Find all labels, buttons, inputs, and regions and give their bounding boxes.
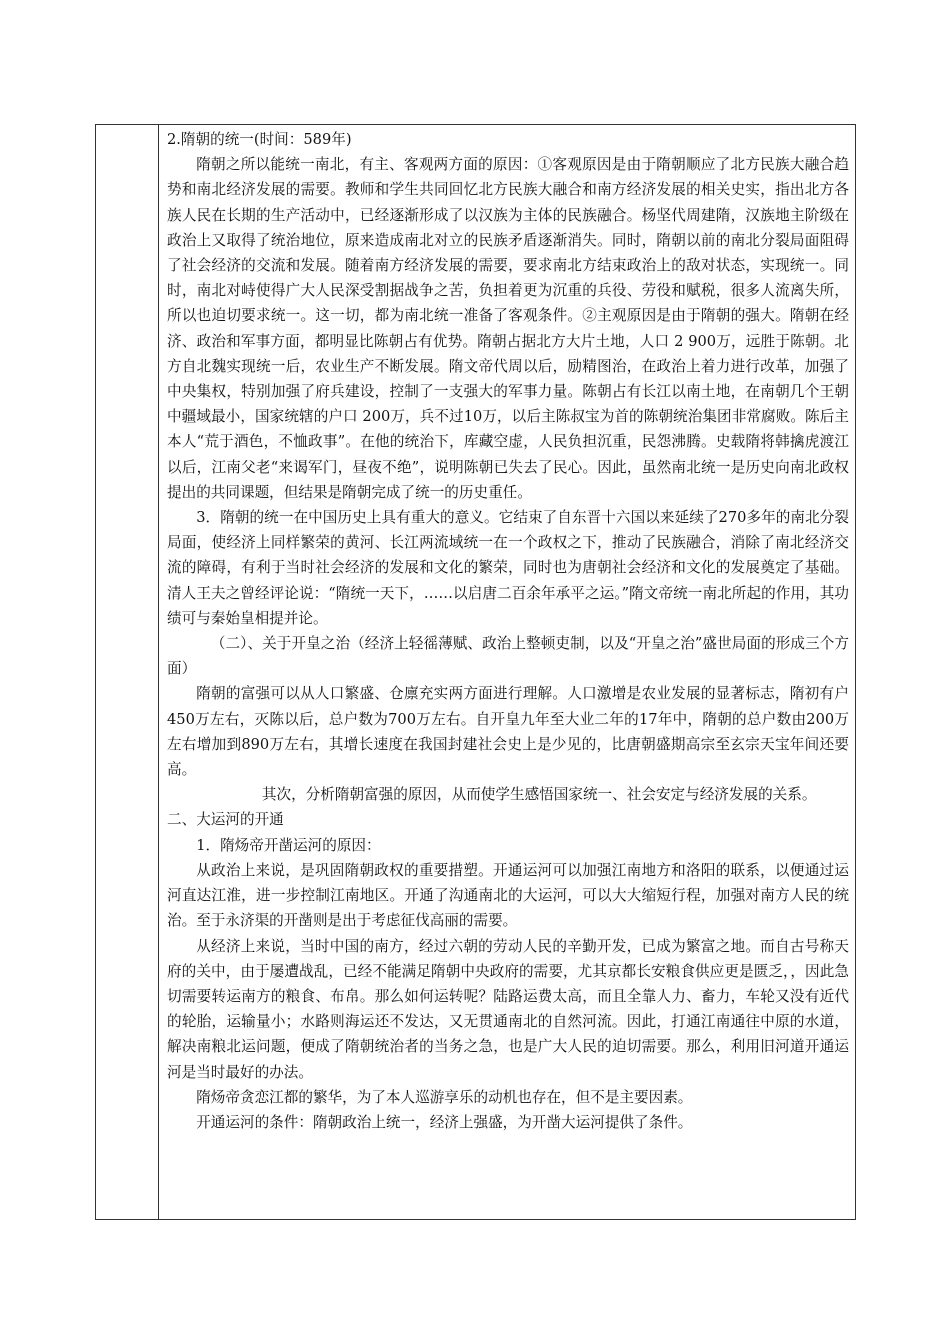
paragraph-economic-reason: 从经济上来说，当时中国的南方，经过六朝的劳动人民的辛勤开发，已成为繁富之地。而自古号称天府的关中，由于屡遭战乱，已经不能满足隋朝中央政府的需要，尤其京都长安粮食供应更是匮乏，，因此急切需要转运南方的粮食、布帛。那么如何运转呢？陆路运费太高，而且全靠人力、畜力，车轮又没有近代的轮胎，运输量小；水路则海运还不发达，又无贯通南北的自然河流。因此，打通江南通往中原的水道，解决南粮北运问题，便成了隋朝统治者的当务之急，也是广大人民的迫切需要。那么，利用旧河道开通运河是当时最好的办法。 bbox=[167, 937, 849, 1081]
column-divider bbox=[158, 124, 159, 1220]
paragraph-canal-conditions: 开通运河的条件：隋朝政治上统一，经济上强盛，为开凿大运河提供了条件。 bbox=[196, 1113, 693, 1131]
paragraph-significance: 3．隋朝的统一在中国历史上具有重大的意义。它结束了自东晋十六国以来延续了270多年的南北分裂局面，使经济上同样繁荣的黄河、长江两流域统一在一个政权之下，推动了民族融合，消除了南北经济交流的障碍，有利于当时社会经济的发展和文化的繁荣，同时也为唐朝社会经济和文化的发展奠定了基础。清人王夫之曾经评论说：“隋统一天下，……以启唐二百余年承平之运。”隋文帝统一南北所起的作用，其功绩可与秦始皇相提并论。 bbox=[167, 509, 849, 627]
section-heading-sui-unification: 2.隋朝的统一(时间：589年) bbox=[167, 131, 352, 148]
paragraph-prosperity: 隋朝的富强可以从人口繁盛、仓廪充实两方面进行理解。人口激增是农业发展的显著标志，隋初有户 450万左右，灭陈以后，总户数为700万左右。自开皇九年至大业二年的17年中，隋朝的总户数由200万左右增加到890万左右，其增长速度在我国封建社会史上是少见的，比唐朝盛期高宗至玄宗天宝年间还要高。 bbox=[167, 685, 849, 779]
paragraph-analysis: 其次，分析隋朝富强的原因，从而使学生感悟国家统一、社会安定与经济发展的关系。 bbox=[261, 786, 817, 804]
section-heading-grand-canal: 二、大运河的开通 bbox=[167, 811, 284, 829]
paragraph-political-reason: 从政治上来说，是巩固隋朝政权的重要措塑。开通运河可以加强江南地方和洛阳的联系，以便通过运河直达江淮，进一步控制江南地区。开通了沟通南北的大运河，可以大大缩短行程，加强对南方人民的统治。至于永济渠的开凿则是出于考虑征伐高丽的需要。 bbox=[167, 861, 849, 930]
paragraph-reasons: 隋朝之所以能统一南北，有主、客观两方面的原因：①客观原因是由于隋朝顺应了北方民族大融合趋势和南北经济发展的需要。教师和学生共同回忆北方民族大融合和南方经济发展的相关史实，指出北方各族人民在长期的生产活动中，已经逐渐形成了以汉族为主体的民族融合。杨坚代周建隋，汉族地主阶级在政治上又取得了统治地位，原来造成南北对立的民族矛盾逐渐消失。同时，隋朝以前的南北分裂局面阻碍了社会经济的交流和发展。随着南方经济发展的需要，要求南北方结束政治上的敌对状态，实现统一。同时，南北对峙使得广大人民深受割据战争之苦，负担着更为沉重的兵役、劳役和赋税，很多人流离失所，所以也迫切要求统一。这一切，都为南北统一准备了客观条件。②主观原因是由于隋朝的强大。隋朝在经济、政治和军事方面，都明显比陈朝占有优势。隋朝占据北方大片土地，人口 2 900万，远胜于陈朝。北方自北魏实现统一后，农业生产不断发展。隋文帝代周以后，励精图治，在政治上着力进行改革，加强了中央集权，特别加强了府兵建设，控制了一支强大的军事力量。陈朝占有长江以南土地，在南朝几个王朝中疆域最小，国家统辖的户口 200万，兵不过10万，以后主陈叔宝为首的陈朝统治集团非常腐败。陈后主本人“荒于酒色，不恤政事”。在他的统治下，库藏空虚，人民负担沉重，民怨沸腾。史载隋将韩擒虎渡江以后，江南父老“来谒军门，昼夜不绝”，说明陈朝已失去了民心。因此，虽然南北统一是历史向南北政权提出的共同课题，但结果是隋朝完成了统一的历史重任。 bbox=[167, 156, 849, 501]
document-body bbox=[167, 127, 849, 1135]
subheading-canal-reasons: 1．隋炀帝开凿运河的原因： bbox=[196, 836, 381, 854]
section-heading-kaihuang: （二）、关于开皇之治（经济上轻徭薄赋、政治上整顿吏制，以及“开皇之治”盛世局面的形成三个方面） bbox=[167, 635, 849, 678]
paragraph-personal-motive: 隋炀帝贪恋江都的繁华，为了本人巡游享乐的动机也存在，但不是主要因素。 bbox=[196, 1088, 693, 1106]
